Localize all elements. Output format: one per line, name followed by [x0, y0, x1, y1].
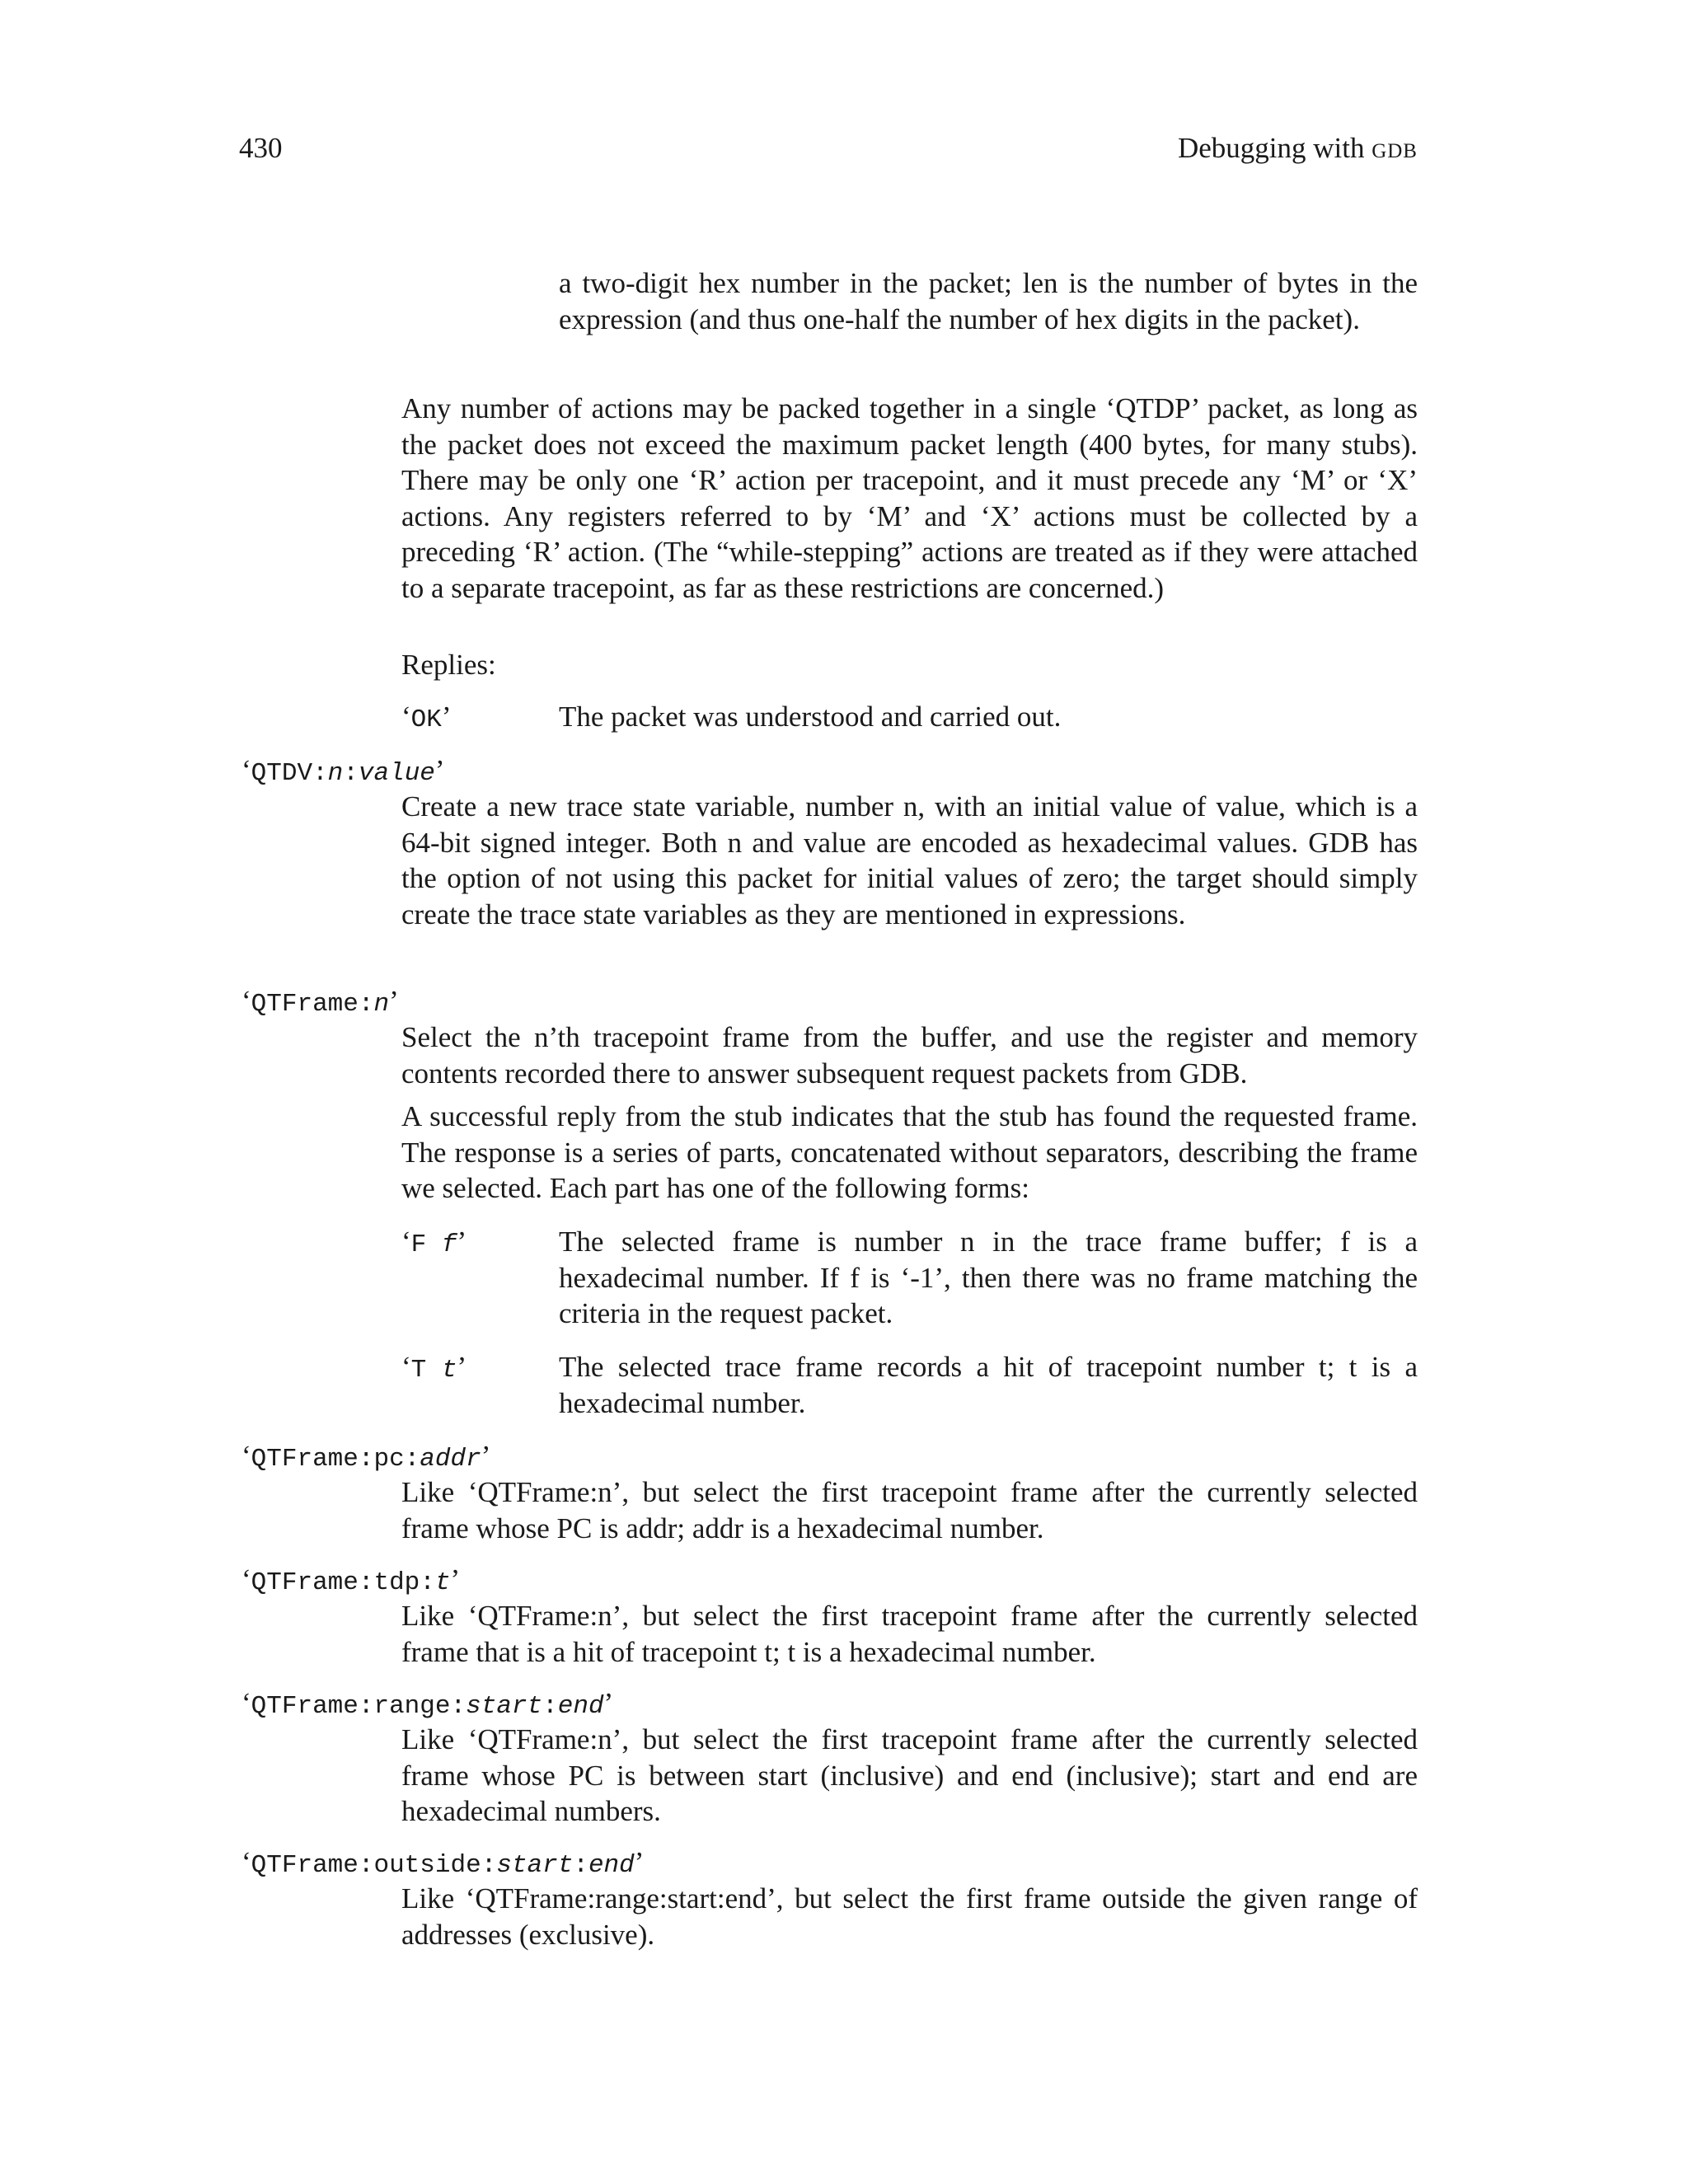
term-qtframe-outside-end: end: [588, 1851, 635, 1880]
term-qtframe-pc: ‘QTFrame:pc:addr’: [241, 1440, 491, 1474]
term-qtframe-tdp-t: t: [434, 1568, 451, 1597]
running-title-text: Debugging with: [1177, 132, 1372, 164]
desc-qtframe-outside: Like ‘QTFrame:range:start:end’, but select the first frame outside the given range of addresses (exclusive).: [401, 1882, 1418, 1951]
term-qtframe-pc-addr: addr: [420, 1445, 481, 1474]
desc-qtframe-tdp: Like ‘QTFrame:n’, but select the first tracepoint frame after the currently selected frame that is a hit of tracepoint t; t is a hexadecimal number.: [401, 1600, 1418, 1668]
term-qtframe-outside: ‘QTFrame:outside:start:end’: [241, 1846, 645, 1880]
term-qtdv-prefix: QTDV:: [251, 759, 328, 788]
term-qtdv-colon: :: [343, 759, 359, 788]
term-t-var: t: [441, 1356, 457, 1385]
term-f-code: [411, 1230, 457, 1259]
term-qtframe-outside-start: start: [496, 1851, 574, 1880]
running-title-app: gdb: [1372, 132, 1418, 164]
running-title: [1178, 132, 1418, 165]
term-qtdv-value: value: [358, 759, 435, 788]
term-f-prefix: F: [410, 1230, 442, 1259]
desc-qtdv: Create a new trace state variable, number n, with an initial value of value, which is a 64-bit signed integer. Both n and value are encoded as hexadecimal values. GDB has the option of not using this packet for initial values of zero; the target should simply create the trace state variables as they are mentioned in expressions.: [401, 790, 1418, 930]
term-qtframe-pc-prefix: QTFrame:pc:: [251, 1445, 420, 1474]
term-f-var: f: [441, 1230, 457, 1259]
term-qtdv: ‘QTDV:n:value’: [241, 754, 445, 788]
desc-qtframe-range: Like ‘QTFrame:n’, but select the first tracepoint frame after the currently selected frame whose PC is between start (inclusive) and end (inclusive); start and end are hexadecimal numbers.: [401, 1723, 1418, 1827]
term-qtframe-outside-code: [251, 1851, 635, 1880]
term-qtframe-outside-colon: :: [573, 1851, 588, 1880]
term-t-code: [411, 1356, 457, 1385]
paragraph-actions: Any number of actions may be packed together in a single ‘QTDP’ packet, as long as the packet does not exceed the maximum packet length (400 bytes, for many stubs). There may be only one ‘R’ action per tracepoint, and it must precede any ‘M’ or ‘X’ actions. Any registers referred to by ‘M’ and ‘X’ actions must be collected by a preceding ‘R’ action. (The “while-stepping” actions are treated as if they were attached to a separate tracepoint, as far as these restrictions are concerned.): [401, 392, 1418, 604]
desc-t: The selected trace frame records a hit of tracepoint number t; t is a hexadecimal number.: [559, 1351, 1418, 1419]
term-qtframe-pc-code: [251, 1445, 481, 1474]
term-qtframe-outside-prefix: QTFrame:outside:: [251, 1851, 497, 1880]
desc-ok: The packet was understood and carried out.: [559, 701, 1062, 733]
term-qtframe: ‘QTFrame:n’: [241, 985, 399, 1019]
term-qtframe-range-start: start: [466, 1692, 543, 1721]
term-qtframe-prefix: QTFrame:: [251, 990, 374, 1019]
term-ok: ‘OK’: [401, 701, 452, 734]
term-qtframe-tdp: ‘QTFrame:tdp:t’: [241, 1563, 461, 1597]
term-qtframe-range-end: end: [557, 1692, 604, 1721]
desc-f: The selected frame is number n in the trace frame buffer; f is a hexadecimal number. If f is ‘-1’, then there was no frame matching the criteria in the request packet.: [559, 1226, 1418, 1329]
term-qtdv-n: n: [327, 759, 344, 788]
paragraph-hex-length: a two-digit hex number in the packet; len is the number of bytes in the expression (and thus one-half the number of hex digits in the packet).: [559, 267, 1418, 335]
term-qtframe-tdp-code: [251, 1568, 451, 1597]
term-qtframe-range: ‘QTFrame:range:start:end’: [241, 1687, 614, 1721]
desc-qtframe-1: Select the n’th tracepoint frame from the buffer, and use the register and memory contents recorded there to answer subsequent request packets from GDB.: [401, 1021, 1418, 1090]
term-qtframe-range-prefix: QTFrame:range:: [251, 1692, 467, 1721]
desc-qtframe-pc: Like ‘QTFrame:n’, but select the first tracepoint frame after the currently selected frame whose PC is addr; addr is a hexadecimal number.: [401, 1476, 1418, 1544]
term-f: ‘F f’: [401, 1226, 467, 1259]
term-qtframe-n: n: [373, 990, 390, 1019]
term-ok-code: OK: [410, 705, 442, 734]
term-qtframe-tdp-prefix: QTFrame:tdp:: [251, 1568, 435, 1597]
desc-qtframe-2: A successful reply from the stub indicates that the stub has found the requested frame. The response is a series of parts, concatenated without separators, describing the frame we selected. Each part has one of the following forms:: [401, 1100, 1418, 1204]
term-qtframe-range-colon: :: [542, 1692, 558, 1721]
term-t: ‘T t’: [401, 1351, 467, 1385]
term-t-prefix: T: [410, 1356, 442, 1385]
replies-label: Replies:: [401, 649, 496, 681]
term-qtframe-code: [251, 990, 389, 1019]
page-number: 430: [239, 132, 283, 164]
term-qtdv-code: [251, 759, 435, 788]
term-qtframe-range-code: [251, 1692, 604, 1721]
